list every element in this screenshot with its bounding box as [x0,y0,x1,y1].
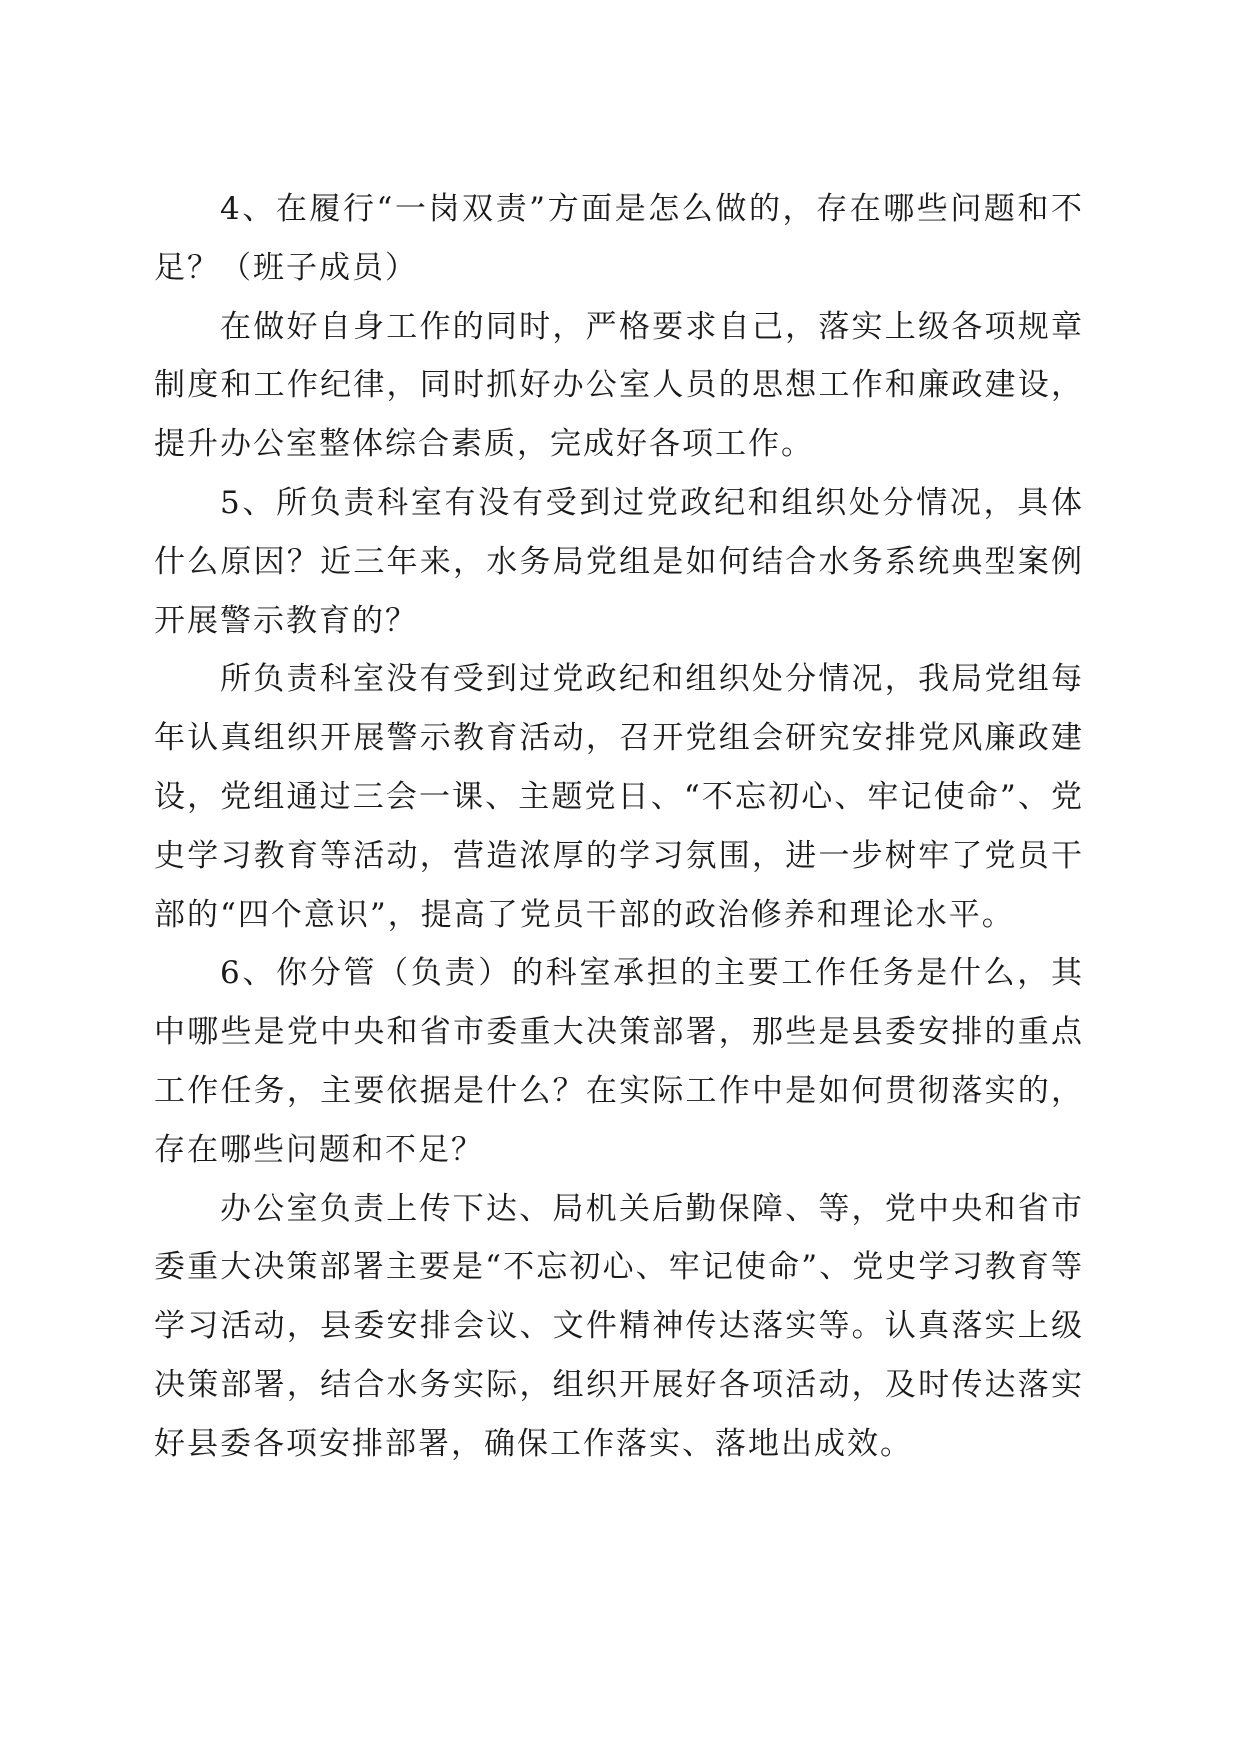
answer-4: 在做好自身工作的同时，严格要求自己，落实上级各项规章制度和工作纪律，同时抓好办公室人员的思想工作和廉政建设，提升办公室整体综合素质，完成好各项工作。 [154,308,1084,463]
document-body [154,180,1084,1474]
answer-5: 所负责科室没有受到过党政纪和组织处分情况，我局党组每年认真组织开展警示教育活动，召开党组会研究安排党风廉政建设，党组通过三会一课、主题党日、“不忘初心、牢记使命”、党史学习教育等活动，营造浓厚的学习氛围，进一步树牢了党员干部的“四个意识”，提高了党员干部的政治修养和理论水平。 [154,661,1084,933]
answer-6: 办公室负责上传下达、局机关后勤保障、等，党中央和省市委重大决策部署主要是“不忘初心、牢记使命”、党史学习教育等学习活动，县委安排会议、文件精神传达落实等。认真落实上级决策部署，结合水务实际，组织开展好各项活动，及时传达落实好县委各项安排部署，确保工作落实、落地出成效。 [154,1190,1084,1462]
question-5: 5、所负责科室有没有受到过党政纪和组织处分情况，具体什么原因？近三年来，水务局党组是如何结合水务系统典型案例开展警示教育的？ [154,484,1084,639]
question-4: 4、在履行“一岗双责”方面是怎么做的，存在哪些问题和不足？（班子成员） [154,191,1084,286]
question-6: 6、你分管（负责）的科室承担的主要工作任务是什么，其中哪些是党中央和省市委重大决策部署，那些是县委安排的重点工作任务，主要依据是什么？在实际工作中是如何贯彻落实的，存在哪些问题和不足？ [154,955,1084,1168]
